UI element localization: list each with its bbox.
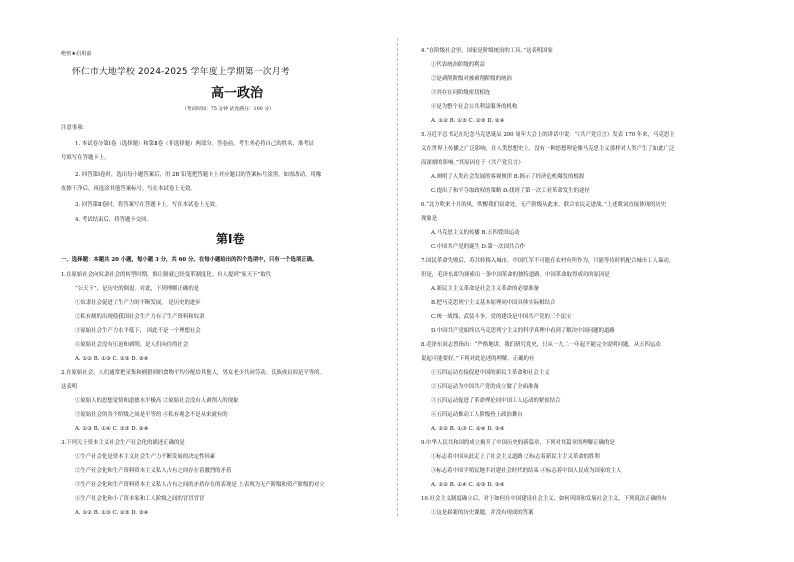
q9-stem: 9.中华人民共和国的成立揭开了中国历史的新篇章，下列对其篇章的理解正确的是: [421, 440, 615, 446]
notice-line: 号填写在答题卡上。: [61, 155, 110, 161]
notice-line: 3. 回答第Ⅱ卷时，将答案写在答题卡上。写在本试卷上无效。: [75, 202, 221, 208]
section-intro: 一、选择题：本题共 20 小题，每小题 3 分，共 60 分。在每小题给出的四个选项中，只有一个选项正确。: [61, 257, 318, 263]
q3-option: ②生产社会化和生产资料资本主义私人占有之间存在着激烈的矛盾: [75, 468, 232, 474]
q5-options: C.提出了和平夺取政权的策略 D.找到了第一次工业革命发生的途径: [431, 188, 590, 194]
q5-stem: 义在世界上传播之广泛影响，在人类思想史上，没有一种思想理论像马克思主义那样对人类产生了如此广泛: [421, 146, 675, 152]
q5-stem: 而深刻的影响。”其原因在于《共产党宣言》: [421, 160, 524, 166]
q4-option: ④是为整个社会公共利益服务的机构: [431, 104, 518, 110]
notice-title: 注意事项：: [61, 125, 88, 131]
q4-option: ①代表统治阶级的利益: [431, 62, 485, 68]
q8-option: ④五四运动推动工人阶级登上政治舞台: [431, 412, 523, 418]
q8-stem: 说起可能要好。”下列对此论述的理解，正确的有: [421, 356, 535, 362]
q7-stem: 7.国民革命失败后，苏共转移入城市，中国红军不可能在农村有所作为，只能等待时机配合城市工人暴动。: [421, 258, 675, 264]
q4-option: ②是剥削阶级对被剥削阶级的统治: [431, 76, 512, 82]
volume-heading: 第Ⅰ卷: [216, 232, 245, 246]
q4-option: ③其存在同阶级密切相连: [431, 90, 491, 96]
q3-stem: 3.下列关于资本主义社会生产社会化的描述正确的是: [61, 440, 185, 446]
school-title: 怀仁市大地学校 2024-2025 学年度上学期第一次月考: [72, 67, 290, 77]
q2-option: ③原始社会的各个阶级之间是平等的 ④私有观念不是从来就有的: [75, 412, 228, 418]
q7-option: A.新民主主义革命是社会主义革命的必要准备: [431, 286, 540, 292]
q1-option: ②私有制的出现使我国社会生产力有了生产资料和奴隶: [75, 314, 205, 320]
q1-option: ①奴隶社会促进了生产力的不断发展， 是历史的进步: [75, 300, 201, 306]
q1-stem: 1.在原始社会向奴隶社会的转型时期，推让制就已经变革制度化。有人提到“家天下”取代: [61, 272, 272, 278]
notice-line: 4. 考试结束后，将答题卡交回。: [75, 217, 152, 223]
q8-option: ①五四运动直接促进中国的新民主革命和社会主义: [431, 370, 550, 376]
q7-option: D.中国共产党始终以马克思列宁主义的科学真理中看到了解决中国问题的道路: [431, 328, 615, 334]
exam-info: （考试时间：75 分钟 试卷满分：100 分）: [182, 107, 274, 112]
q3-answers: A. ①② B. ①③ C. ②③ D. ③④: [75, 510, 149, 516]
q9-option: ①标志着中国从此走上了社会主义道路 ②标志着新民主主义革命的胜利: [431, 454, 600, 460]
q2-option: ①原始人的思想觉悟和道德水平极高 ②原始社会没有人剥削人的现象: [75, 398, 239, 404]
q10-stem: 10.社会主义制度确立后，对于如何在中国建设社会主义、如何巩固和发展社会主义，下列说法正确的有: [421, 496, 667, 502]
q6-stem: 现象是: [421, 216, 438, 222]
q3-option: ④生产社会化和小了资本家和工人阶级之间的冒冒冒冒: [75, 496, 205, 502]
q1-stem: “公天下”，是历史的倒退。对此，下列理解正确的是: [75, 286, 200, 292]
q1-option: ③原始社会生产力水平低下， 因此不是一个理想社会: [75, 328, 201, 334]
notice-line: 2. 回答第Ⅰ卷时，选出每小题答案后，用 2B 铅笔把答题卡上对应题目的答案标号涂黑。如需改动，用橡: [75, 172, 322, 178]
q8-option: ③五四运动促进了革命理论同中国工人运动的紧密结合: [431, 398, 561, 404]
q7-stem: 但是，毛泽东却为探索出一条中国革命的独特道路。中国革命取得成功的原因是: [421, 272, 610, 278]
q9-option: ③标志着中国半殖民地半封建社会时代的结束 ④标志着中国人民成为国家的主人: [431, 468, 622, 474]
q7-option: B.把马克思列宁主义基本原理同中国具体实际相结合: [431, 300, 556, 306]
q9-answers: A. ①② B. ①④ C. ②③ D. ③④: [431, 482, 505, 488]
q8-answers: A. ①② B. ①③ C. ②④ D. ③④: [431, 426, 505, 432]
notice-line: 皮擦干净后，再选涂其他答案标号。写在本试卷上无效。: [61, 186, 196, 192]
q2-stem: 2.在原始社会，人们通常把采集和捕猎到的食物平均分配给其他人，男女老少共同劳动。氏族成员间是平等的。: [61, 370, 325, 376]
q2-stem: 这表明: [61, 384, 78, 390]
notice-line: 1. 本试卷分第Ⅰ卷（选择题）和第Ⅱ卷（非选择题）两部分。答卷前，考生务必将自己的姓名、准考证: [75, 141, 315, 147]
q2-answers: A. ①③ B. ①④ C. ②③ D. ②④: [75, 426, 149, 432]
q5-options: A.阐明了人类社会发展的客观规律 B.揭示了经济危机爆发的根源: [431, 174, 585, 180]
right-page: [397, 0, 794, 562]
secret-label: 绝密★启用前: [61, 51, 92, 57]
q1-answers: A. ①② B. ①③ C. ②③ D. ③④: [75, 356, 149, 362]
q7-option: C.统一战线、武装斗争、党的建设是中国共产党的三个法宝: [431, 314, 572, 320]
q3-option: ①生产社会化是资本主义社会生产力不断发展的决定性因素: [75, 454, 216, 460]
q10-option: ①这是崭新的历史课题，并没有现成的答案: [431, 510, 534, 516]
q4-answers: A. ①② B. ①③ C. ②③ D. ②④: [431, 118, 505, 124]
q8-stem: 8.毛泽东同志曾指出：“严格地讲，我们研究党史，只从一九二一年起不能完全说明问题，从五四运动: [421, 342, 661, 348]
subject-title: 高一政治: [211, 86, 264, 101]
q8-option: ②五四运动为中国共产党的成立做了全面准备: [431, 384, 539, 390]
q6-options: A.马克思主义的传播 B.五四爱国运动: [431, 230, 520, 236]
q4-stem: 4.“在阶级社会里，国家是阶级统治的工具。”这表明国家: [421, 48, 553, 54]
q1-option: ④原始社会没有压迫和剥削，是人们向往的社会: [75, 342, 189, 348]
q6-stem: 6.“北方吹来十月的风，吹醒我们宿命处。无产阶级从此来，联合农民走进战。”上述歌词直接体现的历史: [421, 202, 667, 208]
q3-option: ③生产社会化和生产资料资本主义私人占有之间的矛盾存在的表现是 上表现为无产阶级和资产阶级的对立: [75, 482, 325, 488]
q5-stem: 5.习近平总书记在纪念马克思诞辰 200 周年大会上的讲话中说：“《共产党宣言》发表 170 年来，马克思主: [421, 132, 675, 138]
q6-options: C.中国共产党的诞生 D.第一次国共合作: [431, 244, 526, 250]
